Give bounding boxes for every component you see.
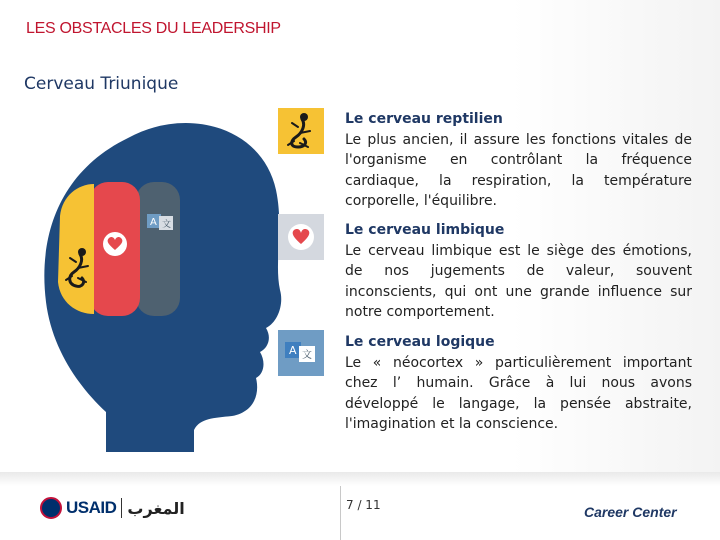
logical-brain-description: Le « néocortex » particulièrement important chez l’ humain. Grâce à lui nous avons développé le langage, la pensée abstraite, l'imagination et la conscience. (345, 354, 692, 432)
limbic-brain-heading: Le cerveau limbique (345, 222, 505, 238)
usaid-arabic-label: المغرب (127, 498, 185, 518)
reptilian-icon-box (278, 108, 324, 154)
limbic-brain-description: Le cerveau limbique est le siège des émotions, de nos jugements de valeur, souvent inconscients, qui ont une grande influence sur notre comportement. (345, 242, 692, 320)
usaid-divider (121, 498, 122, 518)
svg-text:文: 文 (302, 350, 312, 361)
translate-icon (147, 214, 173, 230)
heart-icon (103, 232, 127, 256)
triune-brain-head-illustration (36, 112, 286, 457)
limbic-brain-text (345, 220, 692, 323)
heart-icon (286, 222, 316, 252)
reptilian-brain-heading: Le cerveau reptilien (345, 111, 503, 127)
svg-text:A: A (150, 217, 157, 228)
logical-brain-region (136, 182, 180, 316)
logical-icon-box (278, 330, 324, 376)
slide-subtitle: Cerveau Triunique (24, 74, 179, 94)
limbic-icon-box (278, 214, 324, 260)
translate-icon (285, 340, 317, 366)
footer-separator (340, 486, 341, 540)
page-number: 7 / 11 (346, 498, 381, 512)
logical-brain-heading: Le cerveau logique (345, 334, 495, 350)
gecko-icon (286, 113, 316, 149)
reptilian-brain-description: Le plus ancien, il assure les fonctions vitales de l'organisme en contrôlant la fréquence cardiaque, la respiration, la température corporelle, l'équilibre. (345, 131, 692, 209)
svg-text:文: 文 (162, 220, 172, 230)
reptilian-brain-text (345, 109, 692, 212)
slide-title: LES OBSTACLES DU LEADERSHIP (26, 20, 281, 37)
svg-text:A: A (289, 344, 297, 357)
footer-divider (0, 472, 720, 486)
career-center-logo: Career Center (584, 504, 677, 520)
usaid-wordmark: USAID (66, 498, 117, 517)
logical-brain-text (345, 332, 692, 435)
usaid-logo (40, 497, 185, 519)
usaid-seal-icon (40, 497, 62, 519)
